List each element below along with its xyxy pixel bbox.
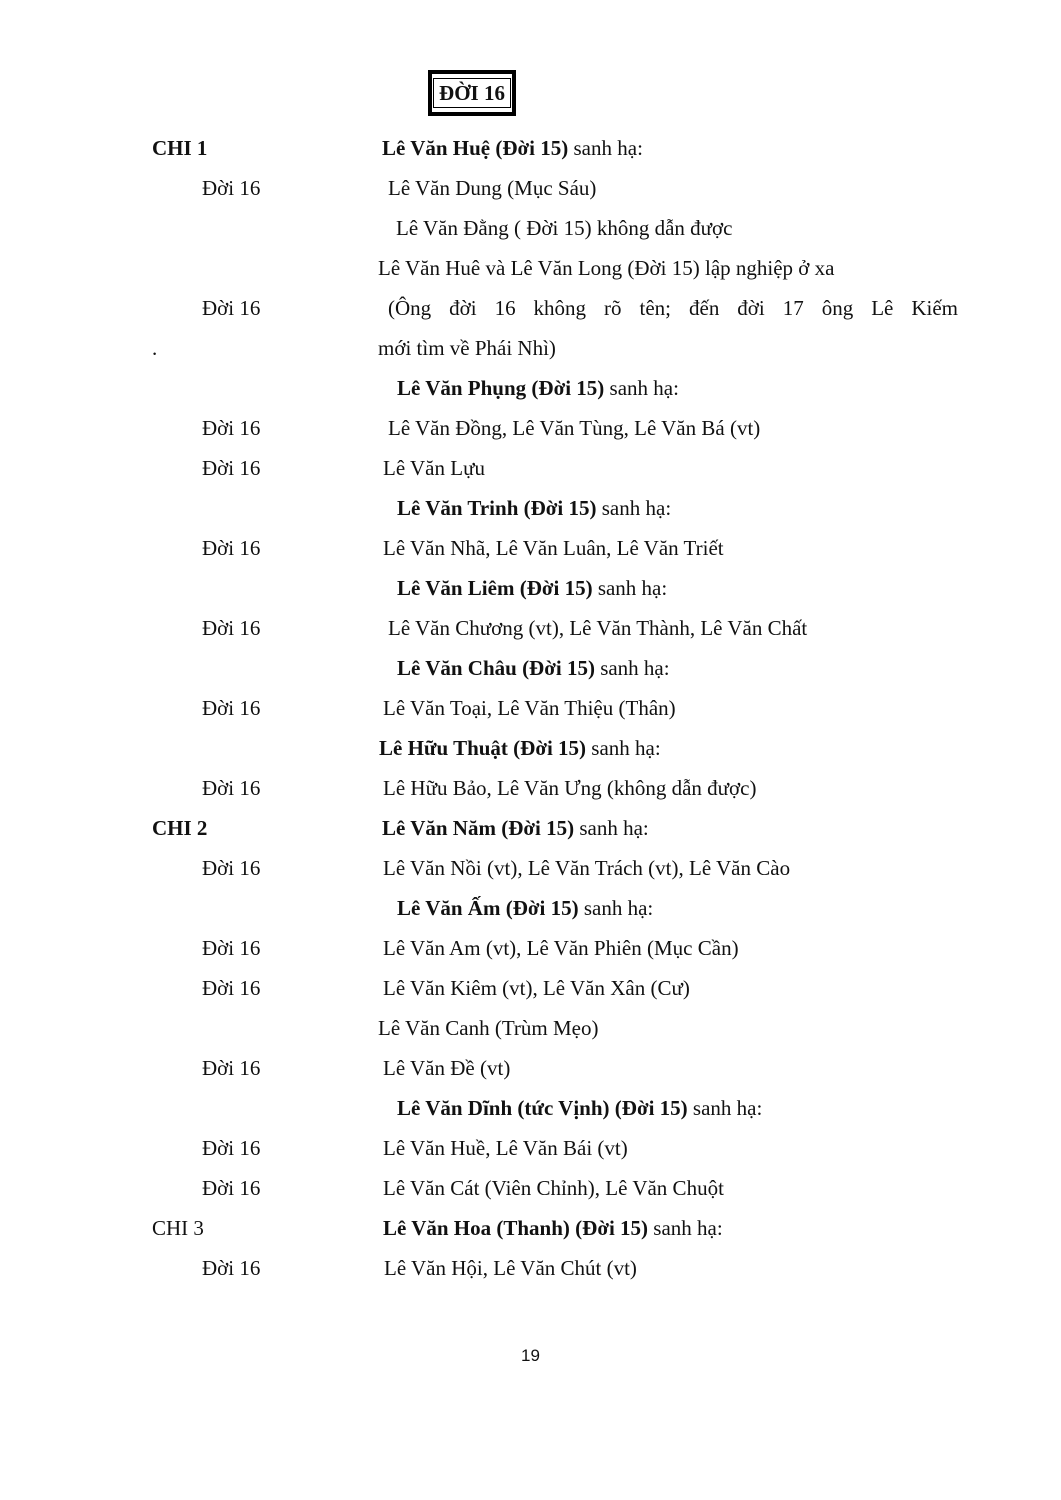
children-names: mới tìm về Phái Nhì) [378,336,556,360]
genealogy-row [0,368,1061,408]
parent-name: Lê Văn Huệ (Đời 15) [382,136,569,160]
entry-text [383,768,756,808]
entry-text [397,488,671,528]
sanh-ha-text: sanh hạ: [596,496,672,520]
generation-label: Đời 16 [202,976,261,1000]
entry-text [378,248,834,288]
sanh-ha-text: sanh hạ: [592,576,668,600]
entry-text [383,448,485,488]
entry-text [397,368,679,408]
genealogy-row [0,528,1061,568]
generation-title-box [428,70,516,116]
genealogy-row [0,208,1061,248]
generation-label: Đời 16 [202,696,261,720]
genealogy-row [0,608,1061,648]
generation-label: Đời 16 [202,1056,261,1080]
children-names: Lê Văn Toại, Lê Văn Thiệu (Thân) [383,696,676,720]
genealogy-row [0,888,1061,928]
genealogy-row [0,808,1061,848]
entry-text [396,208,732,248]
entry-text [388,168,596,208]
children-names: Lê Văn Đồng, Lê Văn Tùng, Lê Văn Bá (vt) [388,416,761,440]
generation-label: . [152,336,158,360]
sanh-ha-text: sanh hạ: [594,656,670,680]
children-names: Lê Văn Đằng ( Đời 15) không dẫn được [396,216,733,240]
parent-name: Lê Văn Liêm (Đời 15) [397,576,593,600]
generation-label: Đời 16 [202,416,261,440]
generation-label: Đời 16 [202,456,261,480]
genealogy-row [0,488,1061,528]
genealogy-row [0,688,1061,728]
entry-text [378,328,556,368]
genealogy-row [0,648,1061,688]
children-names: Lê Văn Chương (vt), Lê Văn Thành, Lê Văn Chất [388,616,808,640]
generation-label: Đời 16 [202,936,261,960]
genealogy-row [0,568,1061,608]
entry-text [379,728,661,768]
sanh-ha-text: sanh hạ: [568,136,643,160]
children-names: Lê Văn Am (vt), Lê Văn Phiên (Mục Cần) [383,936,739,960]
entry-text [383,1168,724,1208]
children-names: Lê Văn Lựu [383,456,485,480]
genealogy-row [0,1128,1061,1168]
entry-text [388,288,958,328]
genealogy-row [0,848,1061,888]
children-names: Lê Văn Canh (Trùm Mẹo) [378,1016,599,1040]
sanh-ha-text: sanh hạ: [578,896,654,920]
sanh-ha-text: sanh hạ: [586,736,661,760]
branch-label: CHI 1 [152,136,208,160]
parent-name: Lê Văn Châu (Đời 15) [397,656,595,680]
sanh-ha-text: sanh hạ: [648,1216,723,1240]
genealogy-row [0,248,1061,288]
children-names: Lê Văn Nhã, Lê Văn Luân, Lê Văn Triết [383,536,724,560]
entry-text [383,1048,510,1088]
genealogy-row [0,1088,1061,1128]
generation-label: Đời 16 [202,1176,261,1200]
entry-text [397,1088,762,1128]
children-names: Lê Văn Kiêm (vt), Lê Văn Xân (Cư) [383,976,690,1000]
children-names: Lê Văn Cát (Viên Chỉnh), Lê Văn Chuột [383,1176,724,1200]
entry-text [397,568,667,608]
page-number: 19 [521,1346,540,1365]
entry-text [383,688,676,728]
children-names: Lê Văn Hội, Lê Văn Chút (vt) [384,1256,637,1280]
parent-name: Lê Văn Ấm (Đời 15) [397,896,579,920]
generation-label: Đời 16 [202,776,261,800]
genealogy-row [0,968,1061,1008]
parent-name: Lê Văn Dĩnh (tức Vịnh) (Đời 15) [397,1096,688,1120]
children-names: Lê Hữu Bảo, Lê Văn Ưng (không dẫn được) [383,776,757,800]
entry-text [397,888,653,928]
parent-name: Lê Văn Năm (Đời 15) [382,816,575,840]
entry-text [378,1008,598,1048]
branch-label: CHI 3 [152,1216,204,1240]
genealogy-row [0,768,1061,808]
entry-text [397,648,670,688]
genealogy-row [0,288,1061,328]
genealogy-row [0,328,1061,368]
genealogy-row [0,128,1061,168]
children-names: (Ông đời 16 không rõ tên; đến đời 17 ông Lê Kiếm [388,296,958,320]
parent-name: Lê Văn Phụng (Đời 15) [397,376,605,400]
generation-label: Đời 16 [202,616,261,640]
children-names: Lê Văn Nồi (vt), Lê Văn Trách (vt), Lê Văn Cào [383,856,791,880]
children-names: Lê Văn Dung (Mục Sáu) [388,176,597,200]
parent-name: Lê Văn Trinh (Đời 15) [397,496,597,520]
entry-text [383,848,790,888]
generation-label: Đời 16 [202,176,261,200]
sanh-ha-text: sanh hạ: [687,1096,763,1120]
entry-text [382,128,643,168]
genealogy-row [0,1248,1061,1288]
entry-text [383,528,724,568]
entry-text [383,968,690,1008]
sanh-ha-text: sanh hạ: [604,376,679,400]
entry-text [383,1208,723,1248]
generation-label: Đời 16 [202,856,261,880]
parent-name: Lê Hữu Thuật (Đời 15) [379,736,587,760]
branch-label: CHI 2 [152,816,208,840]
generation-label: Đời 16 [202,296,261,320]
generation-title: ĐỜI 16 [433,78,511,108]
generation-label: Đời 16 [202,1136,261,1160]
genealogy-row [0,1048,1061,1088]
children-names: Lê Văn Huê và Lê Văn Long (Đời 15) lập nghiệp ở xa [378,256,835,280]
genealogy-row [0,728,1061,768]
genealogy-row [0,448,1061,488]
genealogy-row [0,168,1061,208]
genealogy-row [0,1008,1061,1048]
children-names: Lê Văn Huề, Lê Văn Bái (vt) [383,1136,628,1160]
entry-text [382,808,649,848]
generation-label: Đời 16 [202,1256,261,1280]
entry-text [383,928,739,968]
genealogy-row [0,1208,1061,1248]
children-names: Lê Văn Đề (vt) [383,1056,511,1080]
parent-name: Lê Văn Hoa (Thanh) (Đời 15) [383,1216,649,1240]
genealogy-row [0,408,1061,448]
genealogy-row [0,1168,1061,1208]
genealogy-row [0,928,1061,968]
entry-text [384,1248,637,1288]
sanh-ha-text: sanh hạ: [574,816,649,840]
generation-label: Đời 16 [202,536,261,560]
entry-text [388,408,760,448]
entry-text [383,1128,628,1168]
entry-text [388,608,807,648]
